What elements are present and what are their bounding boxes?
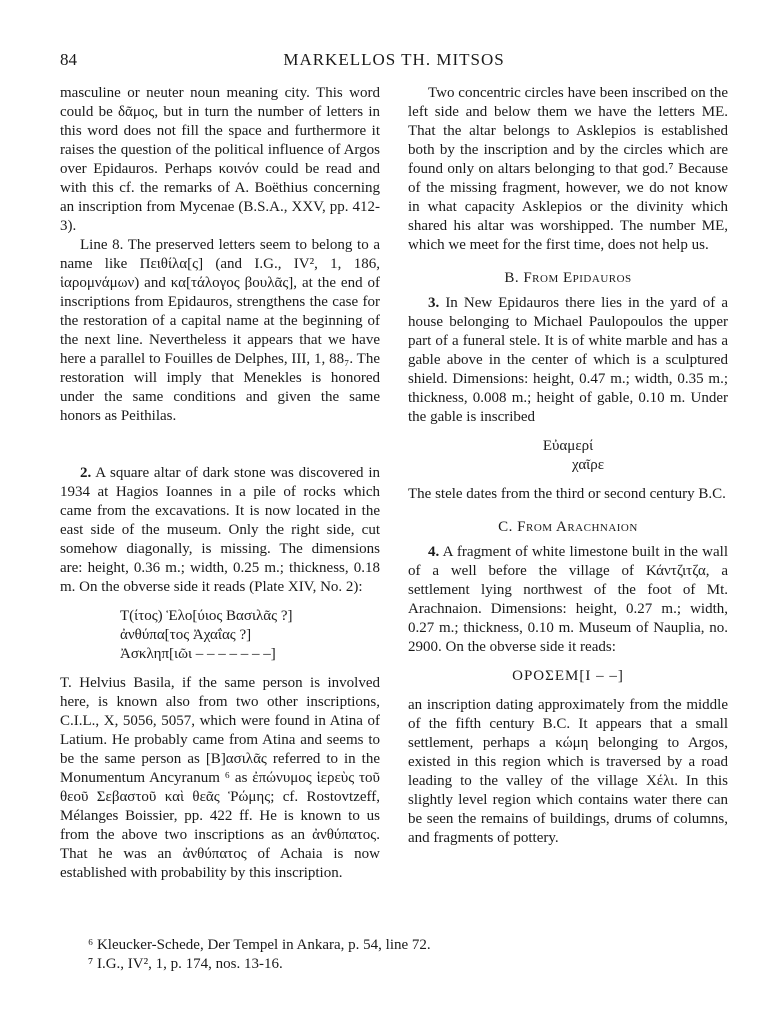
item-3-text: In New Epidauros there lies in the yard of a house belonging to Michael Paulopoulos the upper part of a funeral stele. It is of white marble and has a gable above in the center of which is a sculptured shield. Dimensions: height, 0.47 m.; width, 0.35 m.; thickness, 0.008 m.; height of gable, 0.10 m. Under the gable is inscribed [408, 295, 729, 425]
item-3-paragraph [408, 294, 728, 427]
footnote-7: ⁷ I.G., IV², 1, p. 174, nos. 13-16. [88, 956, 283, 972]
running-title: MARKELLOS TH. MITSOS [283, 50, 505, 69]
section-heading-c: C. From Arachnaion [498, 519, 638, 535]
left-paragraph-4: T. Helvius Basila, if the same person is involved here, is known also from two other inscriptions, C.I.L., X, 5056, 5057, which were found in Atina of Latium. He probably came from Atina and seems to be the same person as [Β]ασιλᾶς referred to in the Monumentum Ancyranum ⁶ as ἐπώνυμος ἱερεὺς τοῦ θεοῦ Σεβαστοῦ καὶ θεᾶς Ῥώμης; cf. Rostovtzeff, Mélanges Boissier, pp. 422 ff. He is known to us from the above two inscriptions as an ἀνθύπατος. That he was an ἀνθύπατος of Achaia is now established with probability by this inscription. [60, 675, 380, 881]
item-3-number: 3. [428, 295, 440, 311]
inscription-line: Τ(ίτος) Ἑλο[ύιος Βασιλᾶς ?] [120, 608, 293, 624]
altar-inscription [60, 607, 380, 664]
page-header [60, 50, 728, 74]
horos-inscription: ΟΡΟΣΕΜ[Ι – –] [512, 668, 624, 684]
stele-inscription [408, 437, 728, 475]
item-2-number: 2. [80, 465, 92, 481]
stele-line-2: χαῖρε [571, 457, 604, 473]
right-paragraph-5: an inscription dating approximately from the middle of the fifth century B.C. It appears that a small settlement, perhaps a κώμη belonging to Argos, existed in this region which is traversed by a road leading to the valley of the village Χέλι. In this slightly level region which contains water there can be seen the remains of buildings, drums of columns, and fragments of pottery. [408, 697, 728, 846]
stele-line-1: Εὐαμερί [542, 438, 594, 454]
inscription-line: ἀνθύπα[τος Ἀχαΐας ?] [120, 627, 252, 643]
item-2-text: A square altar of dark stone was discovered in 1934 at Hagios Ioannes in a pile of rocks which came from the excavations. It is now located in the east side of the museum. Only the right side, cut somehow diagonally, is missing. The dimensions are: height, 0.36 m.; width, 0.25 m.; thickness, 0.18 m. On the obverse side it reads (Plate XIV, No. 2): [60, 465, 380, 595]
footnotes [88, 936, 431, 974]
item-2-paragraph [60, 464, 380, 597]
section-heading-b: B. From Epidauros [504, 270, 632, 286]
page-number: 84 [60, 50, 77, 69]
right-paragraph-3: The stele dates from the third or second century B.C. [408, 486, 726, 502]
right-column [408, 84, 728, 848]
left-paragraph-2: Line 8. The preserved letters seem to belong to a name like Πειθίλα[ς] (and I.G., IV², 1, 186, ἱαρομνάμων) and κα[τάλογος βουλᾶς], at the end of inscriptions from Epidauros, strengthens the case for the restoration of a capital name at the beginning of the next line. Nevertheless it appears that we have here a parallel to Fouilles de Delphes, III, 1, 88₇. The restoration will imply that Menekles is honored under the same conditions and given the same honors as Peithilas. [60, 237, 380, 424]
left-column [60, 84, 380, 883]
right-paragraph-1: Two concentric circles have been inscribed on the left side and below them we have the letters ΜΕ. That the altar belongs to Asklepios is established both by the inscription and by the circles which are found only on altars belonging to that god.⁷ Because of the missing fragment, however, we do not know in what capacity Asklepios or the divinity which shared his altar was worshipped. The number ΜΕ, which we meet for the first time, does not help us. [408, 85, 728, 253]
item-4-number: 4. [428, 544, 440, 560]
footnote-6: ⁶ Kleucker-Schede, Der Tempel in Ankara, p. 54, line 72. [88, 937, 431, 953]
inscription-line: Ἀσκληπ[ιῶι – – – – – – –] [120, 646, 276, 662]
left-paragraph-1: masculine or neuter noun meaning city. This word could be δᾶμος, but in turn the number of letters in this word does not fill the space and furthermore it raises the question of the political influence of Argos over Epidauros. Perhaps κοινόν could be read and with this cf. the remarks of A. Boëthius concerning an inscription from Mycenae (B.S.A., XXV, pp. 412-3). [60, 85, 380, 234]
item-4-paragraph [408, 543, 728, 657]
item-4-text: A fragment of white limestone built in the wall of a well before the village of Κάντζιτζα, a settlement lying northwest of the foot of Mt. Arachnaion. Dimensions: height, 0.27 m.; width, 0.27 m.; thickness, 0.10 m. Museum of Nauplia, no. 2900. On the obverse side it reads: [408, 544, 728, 655]
